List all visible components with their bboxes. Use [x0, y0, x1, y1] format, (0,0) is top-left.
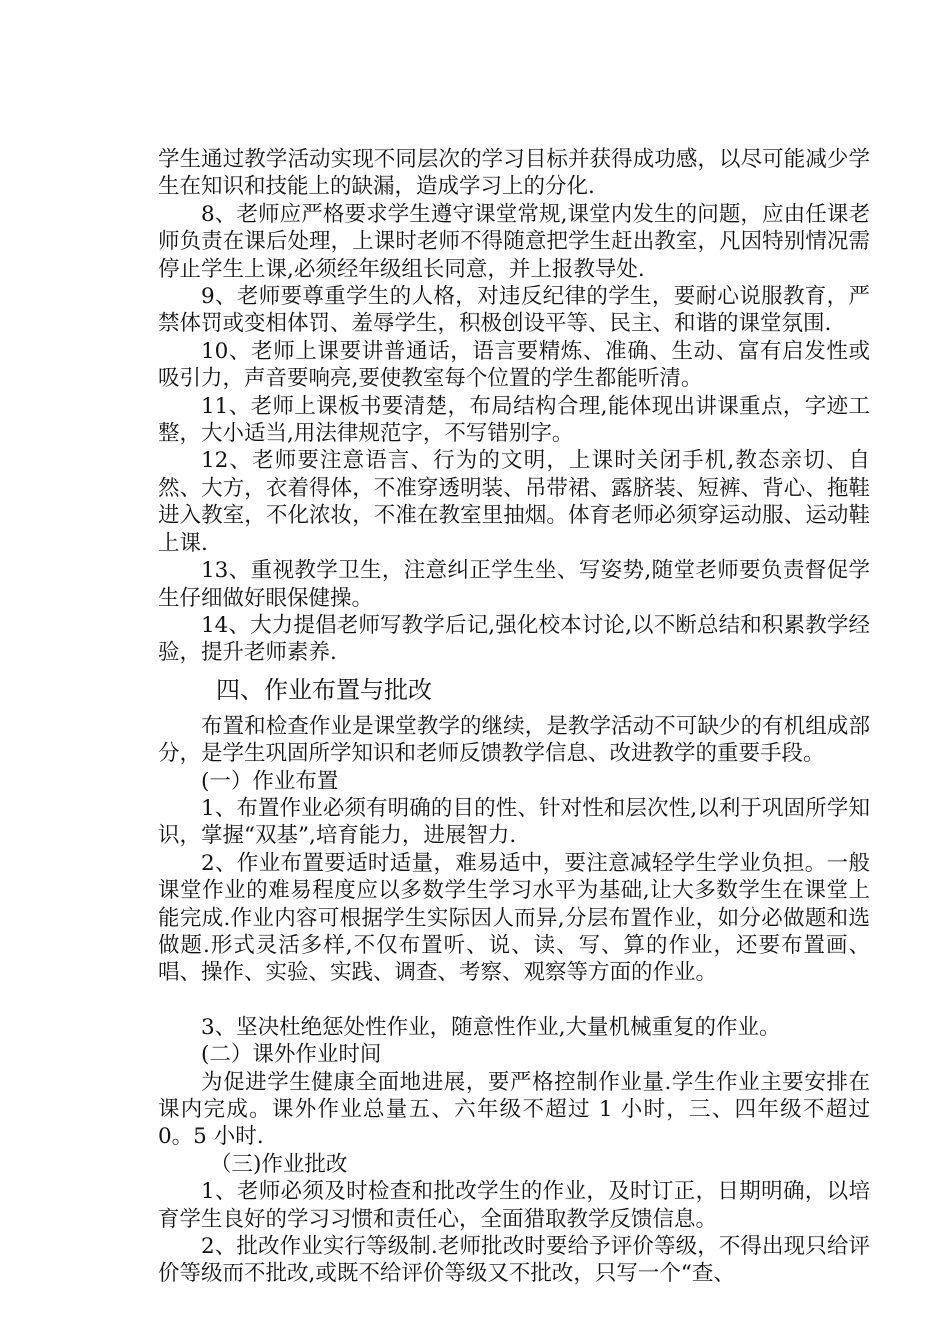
paragraph-homework-1: 1、布置作业必须有明确的目的性、针对性和层次性,以利于巩固所学知识，掌握“双基”,培育能力，进展智力.: [158, 795, 870, 849]
paragraph-item-13: 13、重视教学卫生，注意纠正学生坐、写姿势,随堂老师要负责督促学生仔细做好眼保健操。: [158, 558, 870, 611]
paragraph-homework-2: 2、作业布置要适时适量，难易适中，要注意减轻学生学业负担。一般课堂作业的难易程度应以多数学生学习水平为基础,让大多数学生在课堂上能完成.作业内容可根据学生实际因人而异,分层布置作业，如分必做题和选做题.形式灵活多样,不仅布置听、说、读、写、算的作业，还要布置画、唱、操作、实验、实践、调查、考察、观察等方面的作业。: [158, 850, 870, 986]
blank-line: [158, 987, 870, 1014]
paragraph-item-12: 12、老师要注意语言、行为的文明，上课时关闭手机,教态亲切、自然、大方，衣着得体，不准穿透明装、吊带裙、露脐装、短裤、背心、拖鞋进入教室，不化浓妆，不准在教室里抽烟。体育老师必须穿运动服、运动鞋上课.: [158, 448, 870, 556]
paragraph-intro: 布置和检查作业是课堂教学的继续，是教学活动不可缺少的有机组成部分，是学生巩固所学知识和老师反馈教学信息、改进教学的重要手段。: [158, 713, 870, 767]
paragraph-continuation: 学生通过教学活动实现不同层次的学习目标并获得成功感，以尽可能减少学生在知识和技能上的缺漏，造成学习上的分化.: [158, 147, 870, 200]
paragraph-homework-3: 3、坚决杜绝惩处性作业，随意性作业,大量机械重复的作业。: [201, 1014, 781, 1040]
subsection-title-3: （三)作业批改: [210, 1151, 348, 1177]
section-heading: 四、作业布置与批改: [216, 675, 432, 704]
paragraph-item-8: 8、老师应严格要求学生遵守课堂常规,课堂内发生的问题，应由任课老师负责在课后处理，上课时老师不得随意把学生赶出教室，凡因特别情况需停止学生上课,必须经年级组长同意，并上报教导处.: [158, 201, 870, 282]
paragraph-item-14: 14、大力提倡老师写教学后记,强化校本讨论,以不断总结和积累教学经验，提升老师素养.: [158, 612, 870, 666]
paragraph-homework-time: 为促进学生健康全面地进展，要严格控制作业量.学生作业主要安排在课内完成。课外作业总量五、六年级不超过 1 小时，三、四年级不超过 0。5 小时.: [158, 1069, 870, 1150]
paragraph-item-11: 11、老师上课板书要清楚，布局结构合理,能体现出讲课重点，字迹工整，大小适当,用法律规范字，不写错别字。: [158, 393, 870, 447]
paragraph-item-9: 9、老师要尊重学生的人格，对违反纪律的学生，要耐心说服教育，严禁体罚或变相体罚、羞辱学生，积极创设平等、民主、和谐的课堂氛围.: [158, 284, 870, 337]
paragraph-correction-2: 2、批改作业实行等级制.老师批改时要给予评价等级，不得出现只给评价等级而不批改,或既不给评价等级又不批改，只写一个“查、: [158, 1234, 870, 1287]
document-body: [158, 146, 870, 1288]
paragraph-item-10: 10、老师上课要讲普通话，语言要精炼、准确、生动、富有启发性或吸引力，声音要响亮,要使教室每个位置的学生都能听清。: [158, 338, 870, 392]
subsection-title-1: (一）作业布置: [201, 768, 339, 794]
subsection-title-2: (二）课外作业时间: [201, 1042, 382, 1068]
paragraph-correction-1: 1、老师必须及时检查和批改学生的作业，及时订正，日期明确，以培育学生良好的学习习惯和责任心，全面猎取教学反馈信息。: [158, 1179, 870, 1232]
